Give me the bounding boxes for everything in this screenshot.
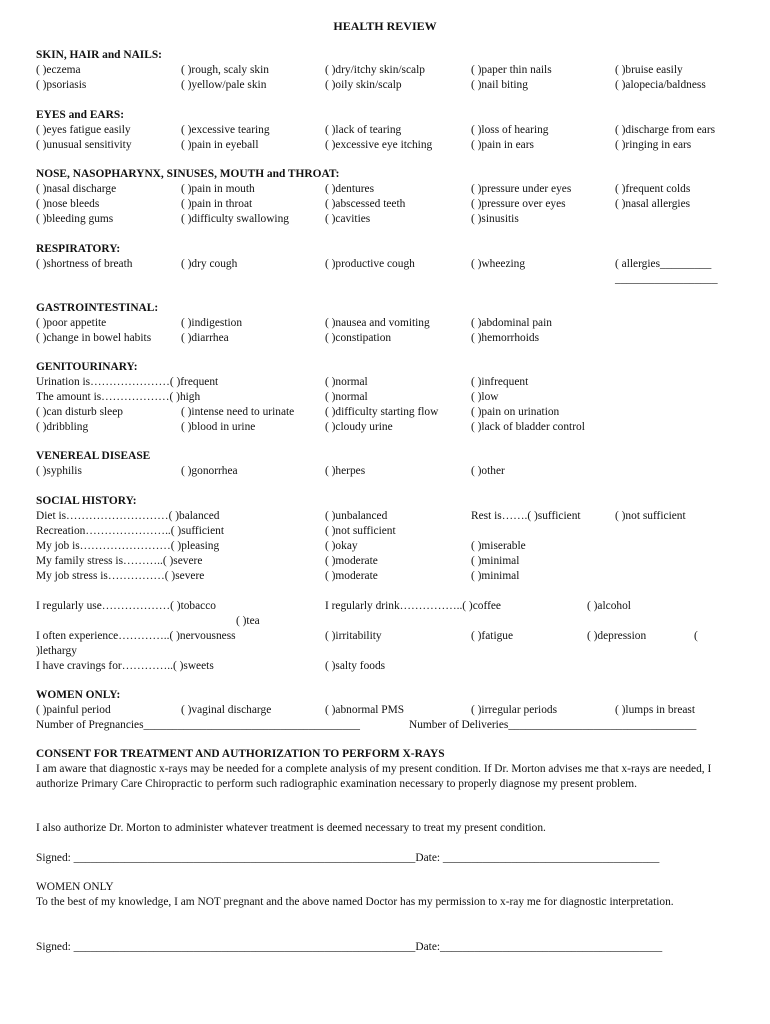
checkbox-row — [36, 375, 736, 390]
option[interactable]: ( )productive cough — [325, 258, 415, 270]
checkbox-row — [36, 659, 736, 674]
checkbox-row — [36, 212, 736, 227]
consent-heading — [36, 747, 736, 792]
section-heading: SOCIAL HISTORY: — [36, 495, 137, 507]
checkbox-row — [36, 78, 736, 93]
option[interactable]: The amount is………………( )high — [36, 391, 201, 403]
option[interactable]: ( )minimal — [471, 570, 520, 582]
option[interactable]: ( )painful period — [36, 704, 111, 716]
option[interactable]: ( )normal — [325, 376, 368, 388]
option[interactable]: ( )difficulty swallowing — [181, 213, 289, 225]
option[interactable]: I regularly use………………( )tobacco — [36, 600, 216, 612]
option[interactable]: I have cravings for…………..( )sweets — [36, 660, 214, 672]
option[interactable]: ( )wheezing — [471, 258, 526, 270]
pregnancies-row — [36, 718, 736, 733]
option[interactable]: ( )depression — [587, 630, 647, 642]
checkbox-row — [36, 420, 736, 435]
women-section — [36, 688, 736, 733]
option[interactable]: ( )pain in throat — [181, 198, 253, 210]
option[interactable]: ( )excessive tearing — [181, 124, 270, 136]
option[interactable]: ( )alopecia/baldness — [615, 79, 706, 91]
checkbox-row — [36, 316, 736, 331]
option[interactable]: ( )pressure under eyes — [471, 183, 572, 195]
venereal-section — [36, 449, 736, 479]
checkbox-row — [36, 390, 736, 405]
pregnancies-field[interactable]: Number of Pregnancies______________________________________ — [36, 719, 360, 731]
allergies-line[interactable]: __________________ — [615, 273, 718, 285]
option[interactable]: ( )nausea and vomiting — [325, 317, 430, 329]
option[interactable]: ( )herpes — [325, 465, 366, 477]
option[interactable]: ( )abscessed teeth — [325, 198, 406, 210]
checkbox-row — [36, 272, 736, 287]
option[interactable]: ( )pain in ears — [471, 139, 534, 151]
option[interactable]: ( )oily skin/scalp — [325, 79, 402, 91]
option[interactable]: ( )can disturb sleep — [36, 406, 123, 418]
consent-paragraph: I am aware that diagnostic x-rays may be needed for a complete analysis of my present condition. If Dr. Morton advises me that x-rays are needed, I authorize Primary Care Chiropractic to perform such radiographic examination necessary to properly diagnose my present problem. — [36, 763, 712, 790]
option[interactable]: ( )blood in urine — [181, 421, 256, 433]
option[interactable]: ( )sinusitis — [471, 213, 519, 225]
genitourinary-section — [36, 360, 736, 435]
authorize-paragraph: I also authorize Dr. Morton to administer whatever treatment is deemed necessary to treat my present condition. — [36, 822, 546, 834]
section-heading: GASTROINTESTINAL: — [36, 302, 159, 314]
checkbox-row — [36, 644, 736, 659]
option[interactable]: I regularly drink……………..( )coffee — [325, 600, 501, 612]
option[interactable]: ( )nail biting — [471, 79, 528, 91]
respiratory-section — [36, 242, 736, 287]
option[interactable]: Urination is…………………( )frequent — [36, 376, 219, 388]
eyes-section — [36, 108, 736, 153]
option[interactable]: ( )cloudy urine — [325, 421, 393, 433]
section-heading: EYES and EARS: — [36, 109, 124, 121]
checkbox-row — [36, 569, 736, 584]
option[interactable]: ( )irregular periods — [471, 704, 558, 716]
checkbox-row — [36, 509, 736, 524]
option[interactable]: ( )infrequent — [471, 376, 529, 388]
option[interactable]: My job stress is……………( )severe — [36, 570, 205, 582]
deliveries-field[interactable]: Number of Deliveries_________________________________ — [409, 719, 697, 731]
option[interactable]: ( )psoriasis — [36, 79, 87, 91]
option[interactable]: Recreation…………………..( )sufficient — [36, 525, 225, 537]
option[interactable]: ( )moderate — [325, 570, 378, 582]
checkbox-row — [36, 464, 736, 479]
option[interactable]: ( )unbalanced — [325, 510, 388, 522]
gastro-section — [36, 301, 736, 346]
signature-line-1[interactable]: Signed: ____________________________________________________________Date: ______________________________________ — [36, 852, 660, 864]
option[interactable]: ( )eyes fatigue easily — [36, 124, 131, 136]
section-heading: NOSE, NASOPHARYNX, SINUSES, MOUTH and THROAT: — [36, 168, 340, 180]
option[interactable]: ( )abnormal PMS — [325, 704, 405, 716]
checkbox-row — [36, 197, 736, 212]
option[interactable]: ( )rough, scaly skin — [181, 64, 269, 76]
option[interactable]: My job is……………………( )pleasing — [36, 540, 220, 552]
checkbox-row — [36, 63, 736, 78]
option[interactable]: ( )vaginal discharge — [181, 704, 272, 716]
option[interactable]: ( )lack of tearing — [325, 124, 402, 136]
option[interactable]: ( )dry cough — [181, 258, 238, 270]
option[interactable]: ( )excessive eye itching — [325, 139, 433, 151]
women-only-block — [36, 880, 736, 910]
section-heading: GENITOURINARY: — [36, 361, 138, 373]
section-heading: SKIN, HAIR and NAILS: — [36, 49, 162, 61]
option[interactable]: ( )pressure over eyes — [471, 198, 566, 210]
option[interactable]: ( )normal — [325, 391, 368, 403]
option[interactable]: ( )nasal allergies — [615, 198, 691, 210]
option[interactable]: Diet is………………………( )balanced — [36, 510, 220, 522]
checkbox-row — [36, 599, 736, 614]
option[interactable]: ( )nasal discharge — [36, 183, 117, 195]
option[interactable]: )lethargy — [36, 645, 77, 657]
option[interactable]: ( )abdominal pain — [471, 317, 552, 329]
option[interactable]: ( )other — [471, 465, 505, 477]
skin-section — [36, 48, 736, 93]
option[interactable]: ( )low — [471, 391, 499, 403]
option[interactable]: ( )syphilis — [36, 465, 82, 477]
option[interactable]: ( )alcohol — [587, 600, 631, 612]
section-heading: VENEREAL DISEASE — [36, 450, 151, 462]
option[interactable]: ( )dentures — [325, 183, 375, 195]
option[interactable]: ( )not sufficient — [615, 510, 686, 522]
section-heading: RESPIRATORY: — [36, 243, 121, 255]
option[interactable]: ( )poor appetite — [36, 317, 107, 329]
option[interactable]: ( — [694, 630, 698, 642]
pregnancy-paragraph: To the best of my knowledge, I am NOT pregnant and the above named Doctor has my permission to x-ray me for diagnostic interpretation. — [36, 896, 674, 908]
option[interactable]: Rest is…….( )sufficient — [471, 510, 581, 522]
option[interactable]: ( )difficulty starting flow — [325, 406, 439, 418]
option[interactable]: ( )fatigue — [471, 630, 514, 642]
checkbox-row — [36, 524, 736, 539]
option[interactable]: ( )frequent colds — [615, 183, 691, 195]
option[interactable]: ( )lack of bladder control — [471, 421, 585, 433]
option[interactable]: ( )irritability — [325, 630, 382, 642]
option[interactable]: ( )paper thin nails — [471, 64, 552, 76]
allergies-field[interactable]: ( allergies_________ — [615, 258, 712, 270]
women-only-heading: WOMEN ONLY — [36, 881, 114, 893]
option[interactable]: My family stress is………..( )severe — [36, 555, 203, 567]
option[interactable]: ( )miserable — [471, 540, 526, 552]
option[interactable]: ( )pain in mouth — [181, 183, 255, 195]
checkbox-row — [36, 614, 736, 629]
option[interactable]: ( )tea — [236, 615, 260, 627]
option[interactable]: ( )yellow/pale skin — [181, 79, 267, 91]
option[interactable]: ( )moderate — [325, 555, 378, 567]
option[interactable]: ( )constipation — [325, 332, 392, 344]
option[interactable]: ( )not sufficient — [325, 525, 396, 537]
option[interactable]: ( )minimal — [471, 555, 520, 567]
checkbox-row — [36, 182, 736, 197]
nose-section — [36, 167, 736, 227]
checkbox-row — [36, 703, 736, 718]
checkbox-row — [36, 405, 736, 420]
signature-line-2[interactable]: Signed: ____________________________________________________________Date:_______________________________________ — [36, 941, 663, 953]
option[interactable]: ( )unusual sensitivity — [36, 139, 132, 151]
option[interactable]: ( )lumps in breast — [615, 704, 696, 716]
option[interactable]: ( )nose bleeds — [36, 198, 100, 210]
option[interactable]: ( )dribbling — [36, 421, 89, 433]
option[interactable]: ( )bruise easily — [615, 64, 683, 76]
checkbox-row — [36, 257, 736, 272]
option[interactable]: ( )pain on urination — [471, 406, 560, 418]
option[interactable]: ( )change in bowel habits — [36, 332, 152, 344]
checkbox-row — [36, 539, 736, 554]
checkbox-row — [36, 331, 736, 346]
option[interactable]: ( )gonorrhea — [181, 465, 238, 477]
option[interactable]: ( )intense need to urinate — [181, 406, 295, 418]
option[interactable]: ( )eczema — [36, 64, 81, 76]
section-heading: WOMEN ONLY: — [36, 689, 121, 701]
option[interactable]: ( )hemorrhoids — [471, 332, 540, 344]
option[interactable]: ( )loss of hearing — [471, 124, 549, 136]
checkbox-row — [36, 629, 736, 644]
section-heading: CONSENT FOR TREATMENT AND AUTHORIZATION TO PERFORM X-RAYS — [36, 748, 445, 760]
option[interactable]: ( )shortness of breath — [36, 258, 133, 270]
checkbox-row — [36, 554, 736, 569]
option[interactable]: ( )diarrhea — [181, 332, 229, 344]
checkbox-row — [36, 138, 736, 153]
option[interactable]: I often experience…………..( )nervousness — [36, 630, 236, 642]
option[interactable]: ( )discharge from ears — [615, 124, 716, 136]
page-title: HEALTH REVIEW — [333, 19, 437, 33]
option[interactable]: ( )salty foods — [325, 660, 386, 672]
checkbox-row — [36, 123, 736, 138]
option[interactable]: ( )cavities — [325, 213, 371, 225]
option[interactable]: ( )pain in eyeball — [181, 139, 259, 151]
option[interactable]: ( )bleeding gums — [36, 213, 114, 225]
social-section — [36, 494, 736, 674]
option[interactable]: ( )indigestion — [181, 317, 243, 329]
option[interactable]: ( )dry/itchy skin/scalp — [325, 64, 425, 76]
option[interactable]: ( )okay — [325, 540, 358, 552]
option[interactable]: ( )ringing in ears — [615, 139, 692, 151]
